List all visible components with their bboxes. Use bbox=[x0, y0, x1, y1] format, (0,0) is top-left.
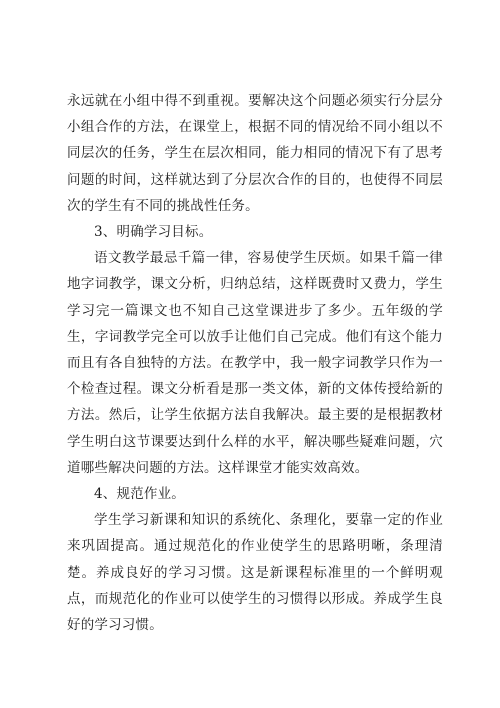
section-heading-3: 3、明确学习目标。 bbox=[94, 224, 213, 241]
section-heading-4: 4、规范作业。 bbox=[94, 486, 185, 503]
document-body bbox=[67, 88, 443, 638]
paragraph-homework: 学生学习新课和知识的系统化、条理化，要靠一定的作业来巩固提高。通过规范化的作业使学生的思路明晰，条理清楚。养成良好的学习习惯。这是新课程标准里的一个鲜明观点，而规范化的作业可以使学生的习惯得以形成。养成学生良好的学习习惯。 bbox=[67, 512, 443, 634]
paragraph-learning-goals: 语文教学最忌千篇一律，容易使学生厌烦。如果千篇一律地字词教学，课文分析，归纳总结，这样既费时又费力，学生学习完一篇课文也不知自己这堂课进步了多少。五年级的学生，字词教学完全可以放手让他们自己完成。他们有这个能力而且有各自独特的方法。在教学中，我一般字词教学只作为一个检查过程。课文分析看是那一类文体，新的文体传授给新的方法。然后，让学生依据方法自我解决。最主要的是根据教材学生明白这节课要达到什么样的水平，解决哪些疑难问题，穴道哪些解决问题的方法。这样课堂才能实效高效。 bbox=[67, 250, 443, 476]
paragraph-continuation: 永远就在小组中得不到重视。要解决这个问题必须实行分层分小组合作的方法，在课堂上，根据不同的情况给不同小组以不同层次的任务，学生在层次相同，能力相同的情况下有了思考问题的时间，这样就达到了分层次合作的目的，也使得不同层次的学生有不同的挑战性任务。 bbox=[67, 93, 443, 214]
